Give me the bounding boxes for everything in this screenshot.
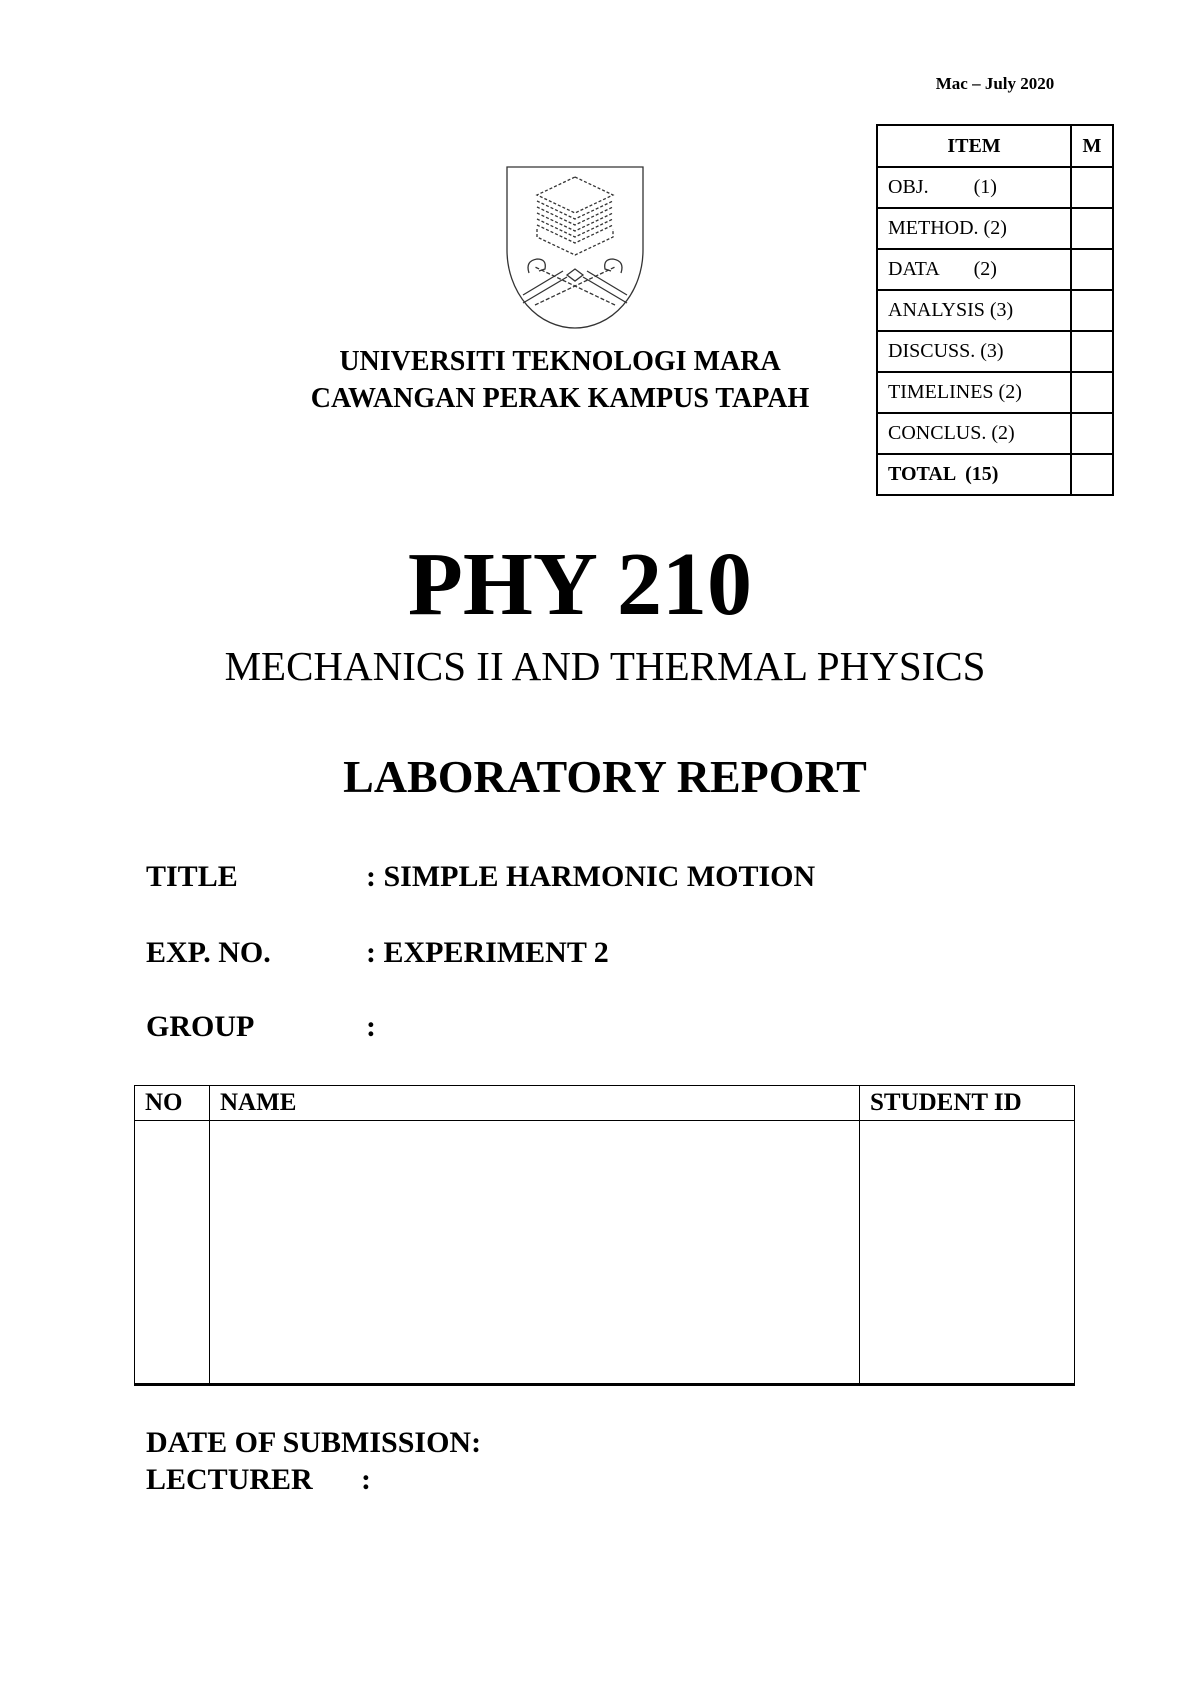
field-exp-no xyxy=(146,936,609,970)
marks-row xyxy=(877,249,1113,290)
marks-value[interactable] xyxy=(1071,249,1113,290)
field-title-label: TITLE xyxy=(146,860,238,893)
field-exp-no-label: EXP. NO. xyxy=(146,936,271,969)
members-header-name: NAME xyxy=(210,1086,860,1121)
marks-item: DISCUSS. (3) xyxy=(877,331,1071,372)
members-header-no: NO xyxy=(135,1086,210,1121)
date-of-submission xyxy=(146,1424,481,1461)
field-exp-no-value: : EXPERIMENT 2 xyxy=(366,936,609,969)
marks-value[interactable] xyxy=(1071,413,1113,454)
marks-header-item: ITEM xyxy=(877,125,1071,167)
members-table xyxy=(134,1085,1075,1386)
marks-header-m: M xyxy=(1071,125,1113,167)
uitm-crest-icon xyxy=(505,165,645,330)
course-name: MECHANICS II AND THERMAL PHYSICS xyxy=(224,643,986,689)
marks-row-total xyxy=(877,454,1113,495)
footer-info xyxy=(146,1424,481,1498)
marks-item: OBJ. (1) xyxy=(877,167,1071,208)
marks-row xyxy=(877,208,1113,249)
marks-item: METHOD. (2) xyxy=(877,208,1071,249)
marks-table-header xyxy=(877,125,1113,167)
marks-row xyxy=(877,290,1113,331)
marks-row xyxy=(877,413,1113,454)
members-table-row xyxy=(135,1121,1075,1385)
member-no-cell[interactable] xyxy=(135,1121,210,1385)
field-group-value[interactable]: : xyxy=(366,1010,376,1043)
university-name-line1: UNIVERSITI TEKNOLOGI MARA xyxy=(339,346,781,377)
marks-item: ANALYSIS (3) xyxy=(877,290,1071,331)
university-name xyxy=(250,343,870,417)
university-name-line2: CAWANGAN PERAK KAMPUS TAPAH xyxy=(310,383,810,414)
marks-value[interactable] xyxy=(1071,331,1113,372)
marks-row xyxy=(877,167,1113,208)
lecturer xyxy=(146,1461,481,1498)
course-code: PHY 210 xyxy=(407,535,753,634)
date-of-submission-label: DATE OF SUBMISSION: xyxy=(146,1426,482,1459)
field-group xyxy=(146,1010,376,1044)
session-label: Mac – July 2020 xyxy=(935,74,1055,93)
marks-item: TIMELINES (2) xyxy=(877,372,1071,413)
member-student-id-cell[interactable] xyxy=(860,1121,1075,1385)
field-group-label: GROUP xyxy=(146,1010,255,1043)
members-table-header xyxy=(135,1086,1075,1121)
member-name-cell[interactable] xyxy=(210,1121,860,1385)
report-heading: LABORATORY REPORT xyxy=(343,751,867,802)
marks-value-total[interactable] xyxy=(1071,454,1113,495)
marks-item-total: TOTAL (15) xyxy=(877,454,1071,495)
lecturer-label: LECTURER xyxy=(146,1463,313,1496)
marks-value[interactable] xyxy=(1071,290,1113,331)
marks-row xyxy=(877,372,1113,413)
marks-table xyxy=(876,124,1114,496)
marks-value[interactable] xyxy=(1071,372,1113,413)
marks-row xyxy=(877,331,1113,372)
lecturer-value[interactable]: : xyxy=(361,1463,371,1496)
marks-item: CONCLUS. (2) xyxy=(877,413,1071,454)
marks-item: DATA (2) xyxy=(877,249,1071,290)
field-title xyxy=(146,860,815,894)
marks-value[interactable] xyxy=(1071,167,1113,208)
members-header-student-id: STUDENT ID xyxy=(860,1086,1075,1121)
field-title-value: : SIMPLE HARMONIC MOTION xyxy=(366,860,816,893)
marks-value[interactable] xyxy=(1071,208,1113,249)
